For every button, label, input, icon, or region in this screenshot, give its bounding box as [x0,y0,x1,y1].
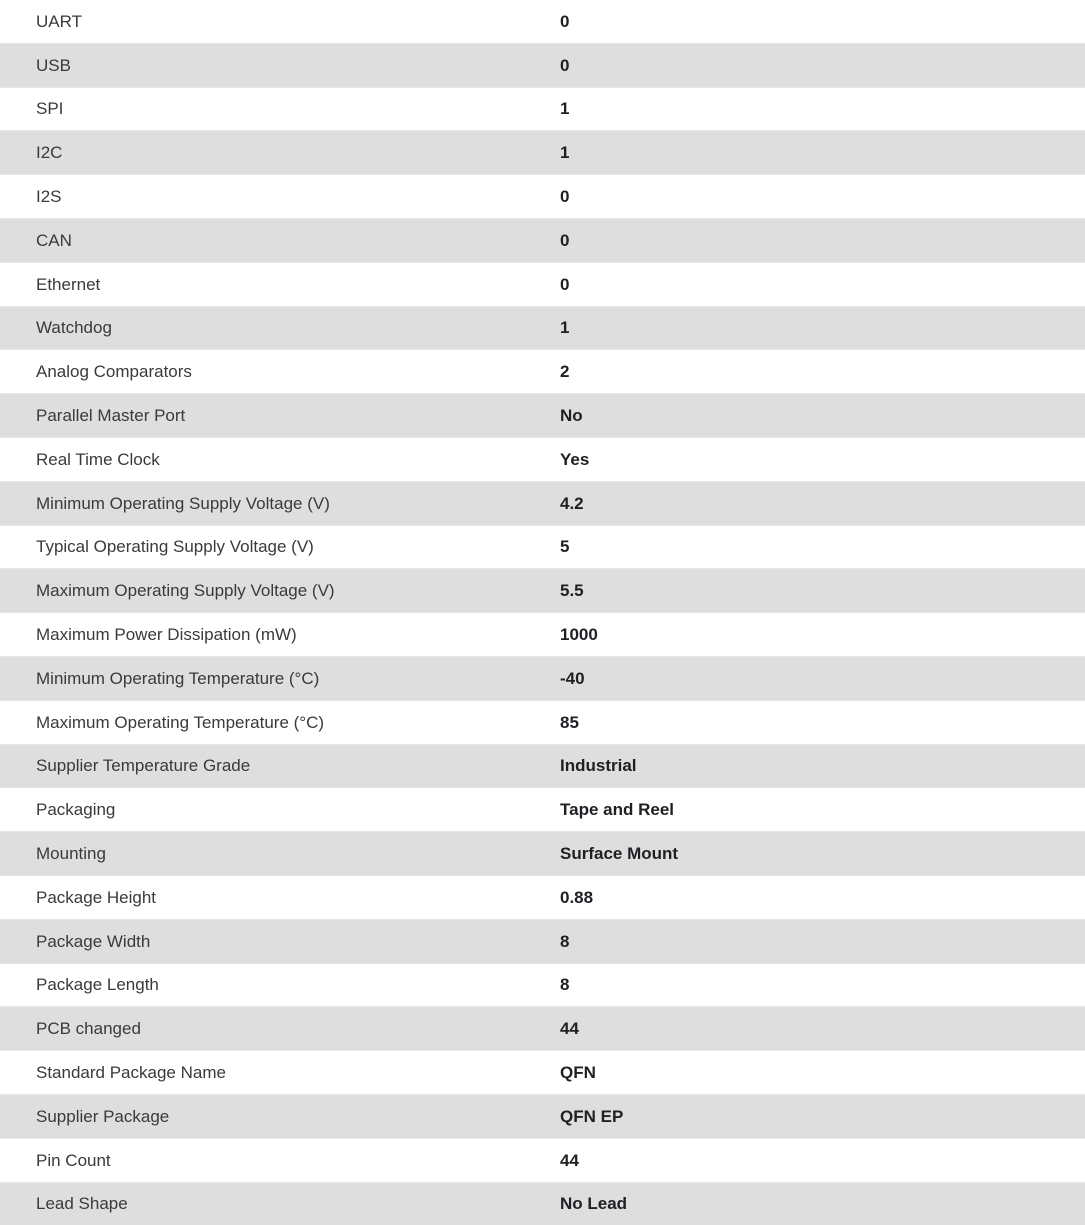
table-row [0,1051,1085,1095]
spec-value: 5 [530,525,1085,569]
spec-value: 1 [530,87,1085,131]
spec-label: CAN [36,230,72,250]
spec-value: No Lead [560,1194,628,1214]
spec-label: Standard Package Name [0,1051,530,1095]
table-row [0,306,1085,350]
spec-value: Yes [530,437,1085,481]
table-row [0,350,1085,394]
table-row [0,656,1085,700]
spec-label: Analog Comparators [0,350,530,394]
spec-label: Typical Operating Supply Voltage (V) [0,525,530,569]
spec-value: 8 [530,963,1085,1007]
table-row [0,43,1085,87]
spec-value: -40 [560,668,585,688]
table-row [0,1094,1085,1138]
spec-value: 1 [560,143,570,163]
spec-label: Pin Count [0,1138,530,1182]
table-row [0,0,1085,43]
spec-value: QFN [530,1051,1085,1095]
spec-label: UART [0,0,530,43]
spec-value: 1000 [530,613,1085,657]
spec-value: 0 [530,0,1085,43]
table-row [0,218,1085,262]
spec-value: 44 [530,1138,1085,1182]
table-row [0,87,1085,131]
table-row [0,700,1085,744]
spec-label: Supplier Package [36,1106,170,1126]
spec-label: Packaging [0,788,530,832]
spec-value: 0 [560,230,570,250]
spec-value: 0.88 [530,875,1085,919]
spec-label: Ethernet [0,262,530,306]
spec-value: 0 [560,55,570,75]
spec-label: PCB changed [36,1019,141,1039]
spec-label: Supplier Temperature Grade [36,756,251,776]
spec-value: 5.5 [560,581,584,601]
table-row [0,875,1085,919]
table-row [0,613,1085,657]
table-row [0,525,1085,569]
table-row [0,919,1085,963]
spec-label: Package Length [0,963,530,1007]
spec-label: SPI [0,87,530,131]
table-row [0,437,1085,481]
spec-label: Maximum Operating Temperature (°C) [0,700,530,744]
spec-value: 8 [560,931,570,951]
spec-value: Tape and Reel [530,788,1085,832]
spec-value: 2 [530,350,1085,394]
table-row [0,262,1085,306]
table-row [0,481,1085,525]
spec-label: Minimum Operating Supply Voltage (V) [36,493,330,513]
spec-value: No [560,406,583,426]
spec-label: Lead Shape [36,1194,128,1214]
spec-label: Watchdog [36,318,112,338]
spec-label: Mounting [36,844,106,864]
spec-label: Real Time Clock [0,437,530,481]
spec-label: USB [36,55,71,75]
table-row [0,788,1085,832]
table-row [0,175,1085,219]
spec-label: Parallel Master Port [36,406,186,426]
spec-value: Industrial [560,756,637,776]
table-row [0,963,1085,1007]
spec-label: Package Width [36,931,151,951]
spec-value: 4.2 [560,493,584,513]
spec-value: 1 [560,318,570,338]
table-row [0,744,1085,788]
spec-value: 85 [530,700,1085,744]
spec-label: Maximum Operating Supply Voltage (V) [36,581,335,601]
spec-value: 0 [530,175,1085,219]
spec-label: Minimum Operating Temperature (°C) [36,668,320,688]
table-row [0,1182,1085,1225]
spec-label: Package Height [0,875,530,919]
table-row [0,1007,1085,1051]
table-row [0,394,1085,438]
table-row [0,832,1085,876]
spec-value: 44 [560,1019,579,1039]
spec-value: 0 [530,262,1085,306]
table-row [0,131,1085,175]
spec-value: Surface Mount [560,844,679,864]
table-row [0,569,1085,613]
table-row [0,1138,1085,1182]
spec-label: I2C [36,143,63,163]
spec-value: QFN EP [560,1106,624,1126]
spec-label: Maximum Power Dissipation (mW) [0,613,530,657]
spec-label: I2S [0,175,530,219]
